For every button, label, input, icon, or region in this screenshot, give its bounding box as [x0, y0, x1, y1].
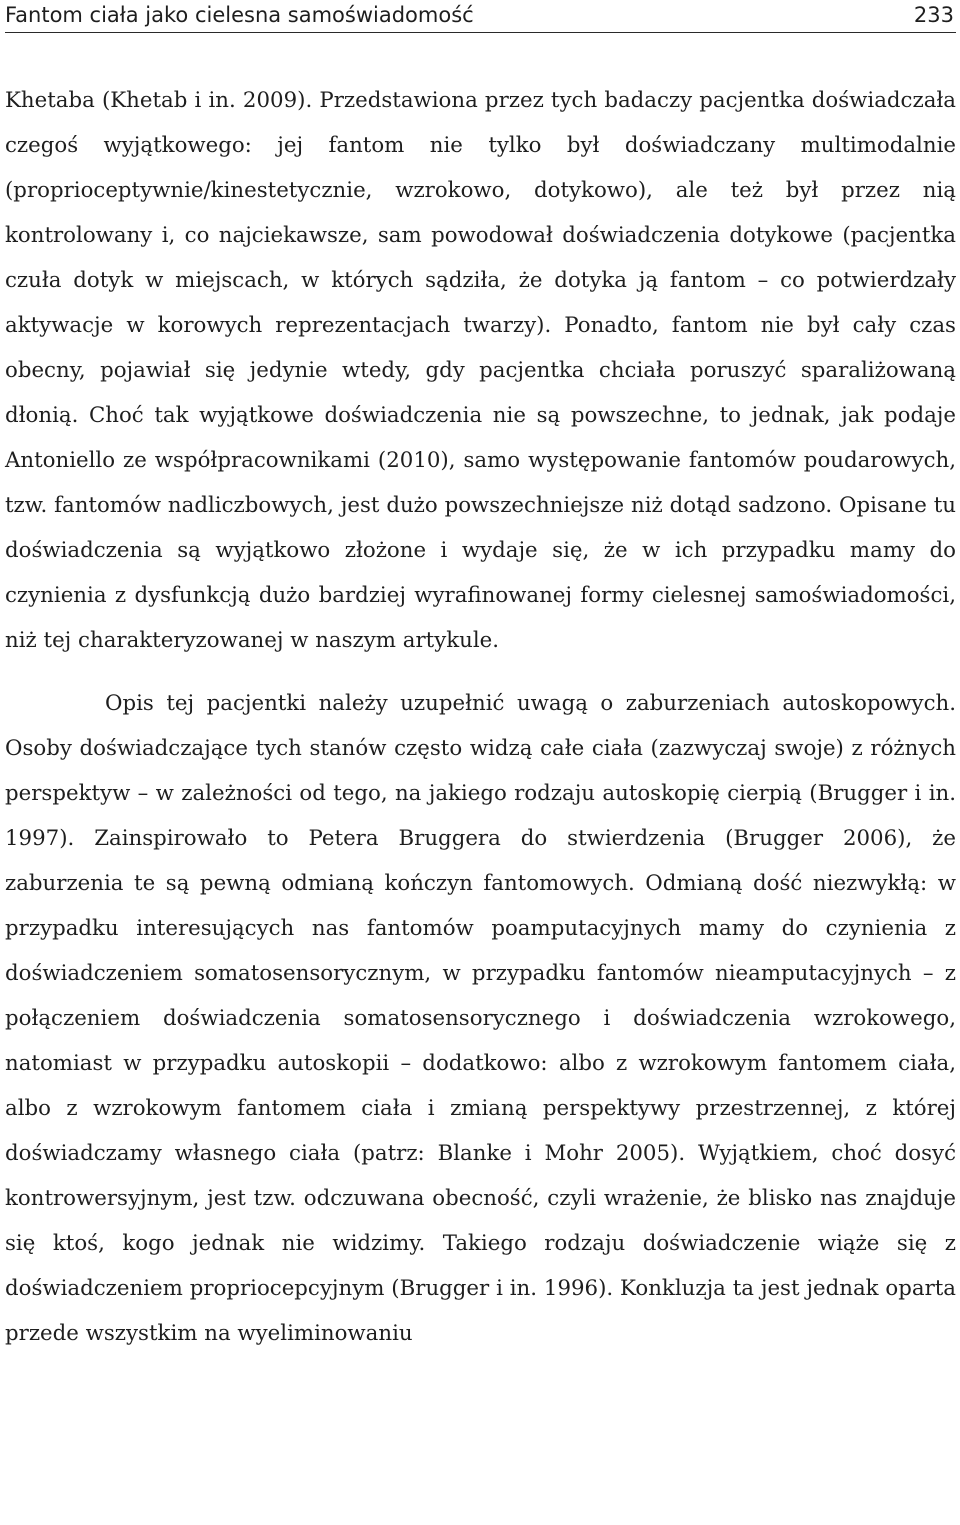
running-header — [5, 0, 956, 33]
page-number: 233 — [913, 3, 954, 27]
book-page — [5, 0, 956, 1356]
paragraph-1: Khetaba (Khetab i in. 2009). Przedstawiona przez tych badaczy pacjentka doświadczała czegoś wyjątkowego: jej fantom nie tylko był doświadczany multimodalnie (proprioceptywnie/kinestetycznie, wzrokowo, dotykowo), ale też był przez nią kontrolowany i, co najciekawsze, sam powodował doświadczenia dotykowe (pacjentka czuła dotyk w miejscach, w których sądziła, że dotyka ją fantom – co potwierdzały aktywacje w korowych reprezentacjach twarzy). Ponadto, fantom nie był cały czas obecny, pojawiał się jedynie wtedy, gdy pacjentka chciała poruszyć sparaliżowaną dłonią. Choć tak wyjątkowe doświadczenia nie są powszechne, to jednak, jak podaje Antoniello ze współpracownikami (2010), samo występowanie fantomów poudarowych, tzw. fantomów nadliczbowych, jest dużo powszechniejsze niż dotąd sadzono. Opisane tu doświadczenia są wyjątkowo złożone i wydaje się, że w ich przypadku mamy do czynienia z dysfunkcją dużo bardziej wyrafinowanej formy cielesnej samoświadomości, niż tej charakteryzowanej w naszym artykule. — [5, 88, 956, 653]
paragraph-2: Opis tej pacjentki należy uzupełnić uwagą o zaburzeniach autoskopowych. Osoby doświadczające tych stanów często widzą całe ciała (zazwyczaj swoje) z różnych perspektyw – w zależności od tego, na jakiego rodzaju autoskopię cierpią (Brugger i in. 1997). Zainspirowało to Petera Bruggera do stwierdzenia (Brugger 2006), że zaburzenia te są pewną odmianą kończyn fantomowych. Odmianą dość niezwykłą: w przypadku interesujących nas fantomów poamputacyjnych mamy do czynienia z doświadczeniem somatosensorycznym, w przypadku fantomów nieamputacyjnych – z połączeniem doświadczenia somatosensorycznego i doświadczenia wzrokowego, natomiast w przypadku autoskopii – dodatkowo: albo z wzrokowym fantomem ciała, albo z wzrokowym fantomem ciała i zmianą perspektywy przestrzennej, z której doświadczamy własnego ciała (patrz: Blanke i Mohr 2005). Wyjątkiem, choć dosyć kontrowersyjnym, jest tzw. odczuwana obecność, czyli wrażenie, że blisko nas znajduje się ktoś, kogo jednak nie widzimy. Takiego rodzaju doświadczenie wiąże się z doświadczeniem propriocepcyjnym (Brugger i in. 1996). Konkluzja ta jest jednak oparta przede wszystkim na wyeliminowaniu — [5, 691, 956, 1346]
running-title: Fantom ciała jako cielesna samoświadomość — [5, 3, 474, 27]
